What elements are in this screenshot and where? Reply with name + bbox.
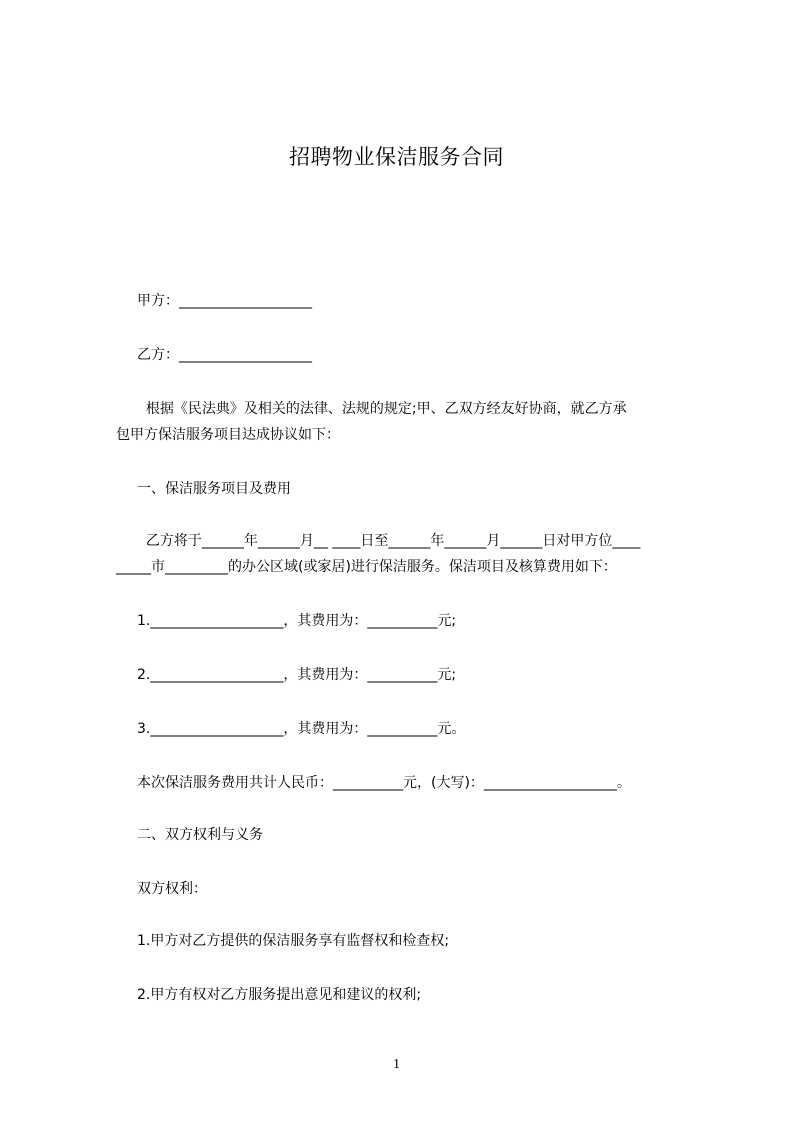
party-b-line: 乙方：___________________ xyxy=(137,347,312,363)
document-title: 招聘物业保洁服务合同 xyxy=(289,145,504,169)
party-a-line: 甲方：___________________ xyxy=(137,293,312,309)
rights-heading: 双方权利： xyxy=(137,881,207,897)
section-2-heading: 二、双方权利与义务 xyxy=(137,827,263,843)
intro-paragraph-line-1: 根据《民法典》及相关的法律、法规的规定;甲、乙双方经友好协商，就乙方承 xyxy=(137,401,627,417)
section-1-paragraph-line-2: _____市_________的办公区域(或家居)进行保洁服务。保洁项目及核算费用如下： xyxy=(116,559,617,575)
fee-item-2: 2.___________________，其费用为：__________元; xyxy=(137,667,457,683)
right-item-1: 1.甲方对乙方提供的保洁服务享有监督权和检查权; xyxy=(137,933,450,949)
right-item-2: 2.甲方有权对乙方服务提出意见和建议的权利; xyxy=(137,987,422,1003)
fee-item-1: 1.___________________，其费用为：__________元; xyxy=(137,613,457,629)
intro-paragraph-line-2: 包甲方保洁服务项目达成协议如下： xyxy=(116,427,340,443)
total-fee-line: 本次保洁服务费用共计人民币：__________元，(大写)：___________________。 xyxy=(137,775,631,791)
page-number: 1 xyxy=(393,1057,400,1072)
fee-item-3: 3.___________________，其费用为：__________元。 xyxy=(137,721,466,737)
section-1-paragraph-line-1: 乙方将于______年______月__ ____日至______年______月______日对甲方位____ xyxy=(137,533,641,549)
section-1-heading: 一、保洁服务项目及费用 xyxy=(137,481,291,497)
